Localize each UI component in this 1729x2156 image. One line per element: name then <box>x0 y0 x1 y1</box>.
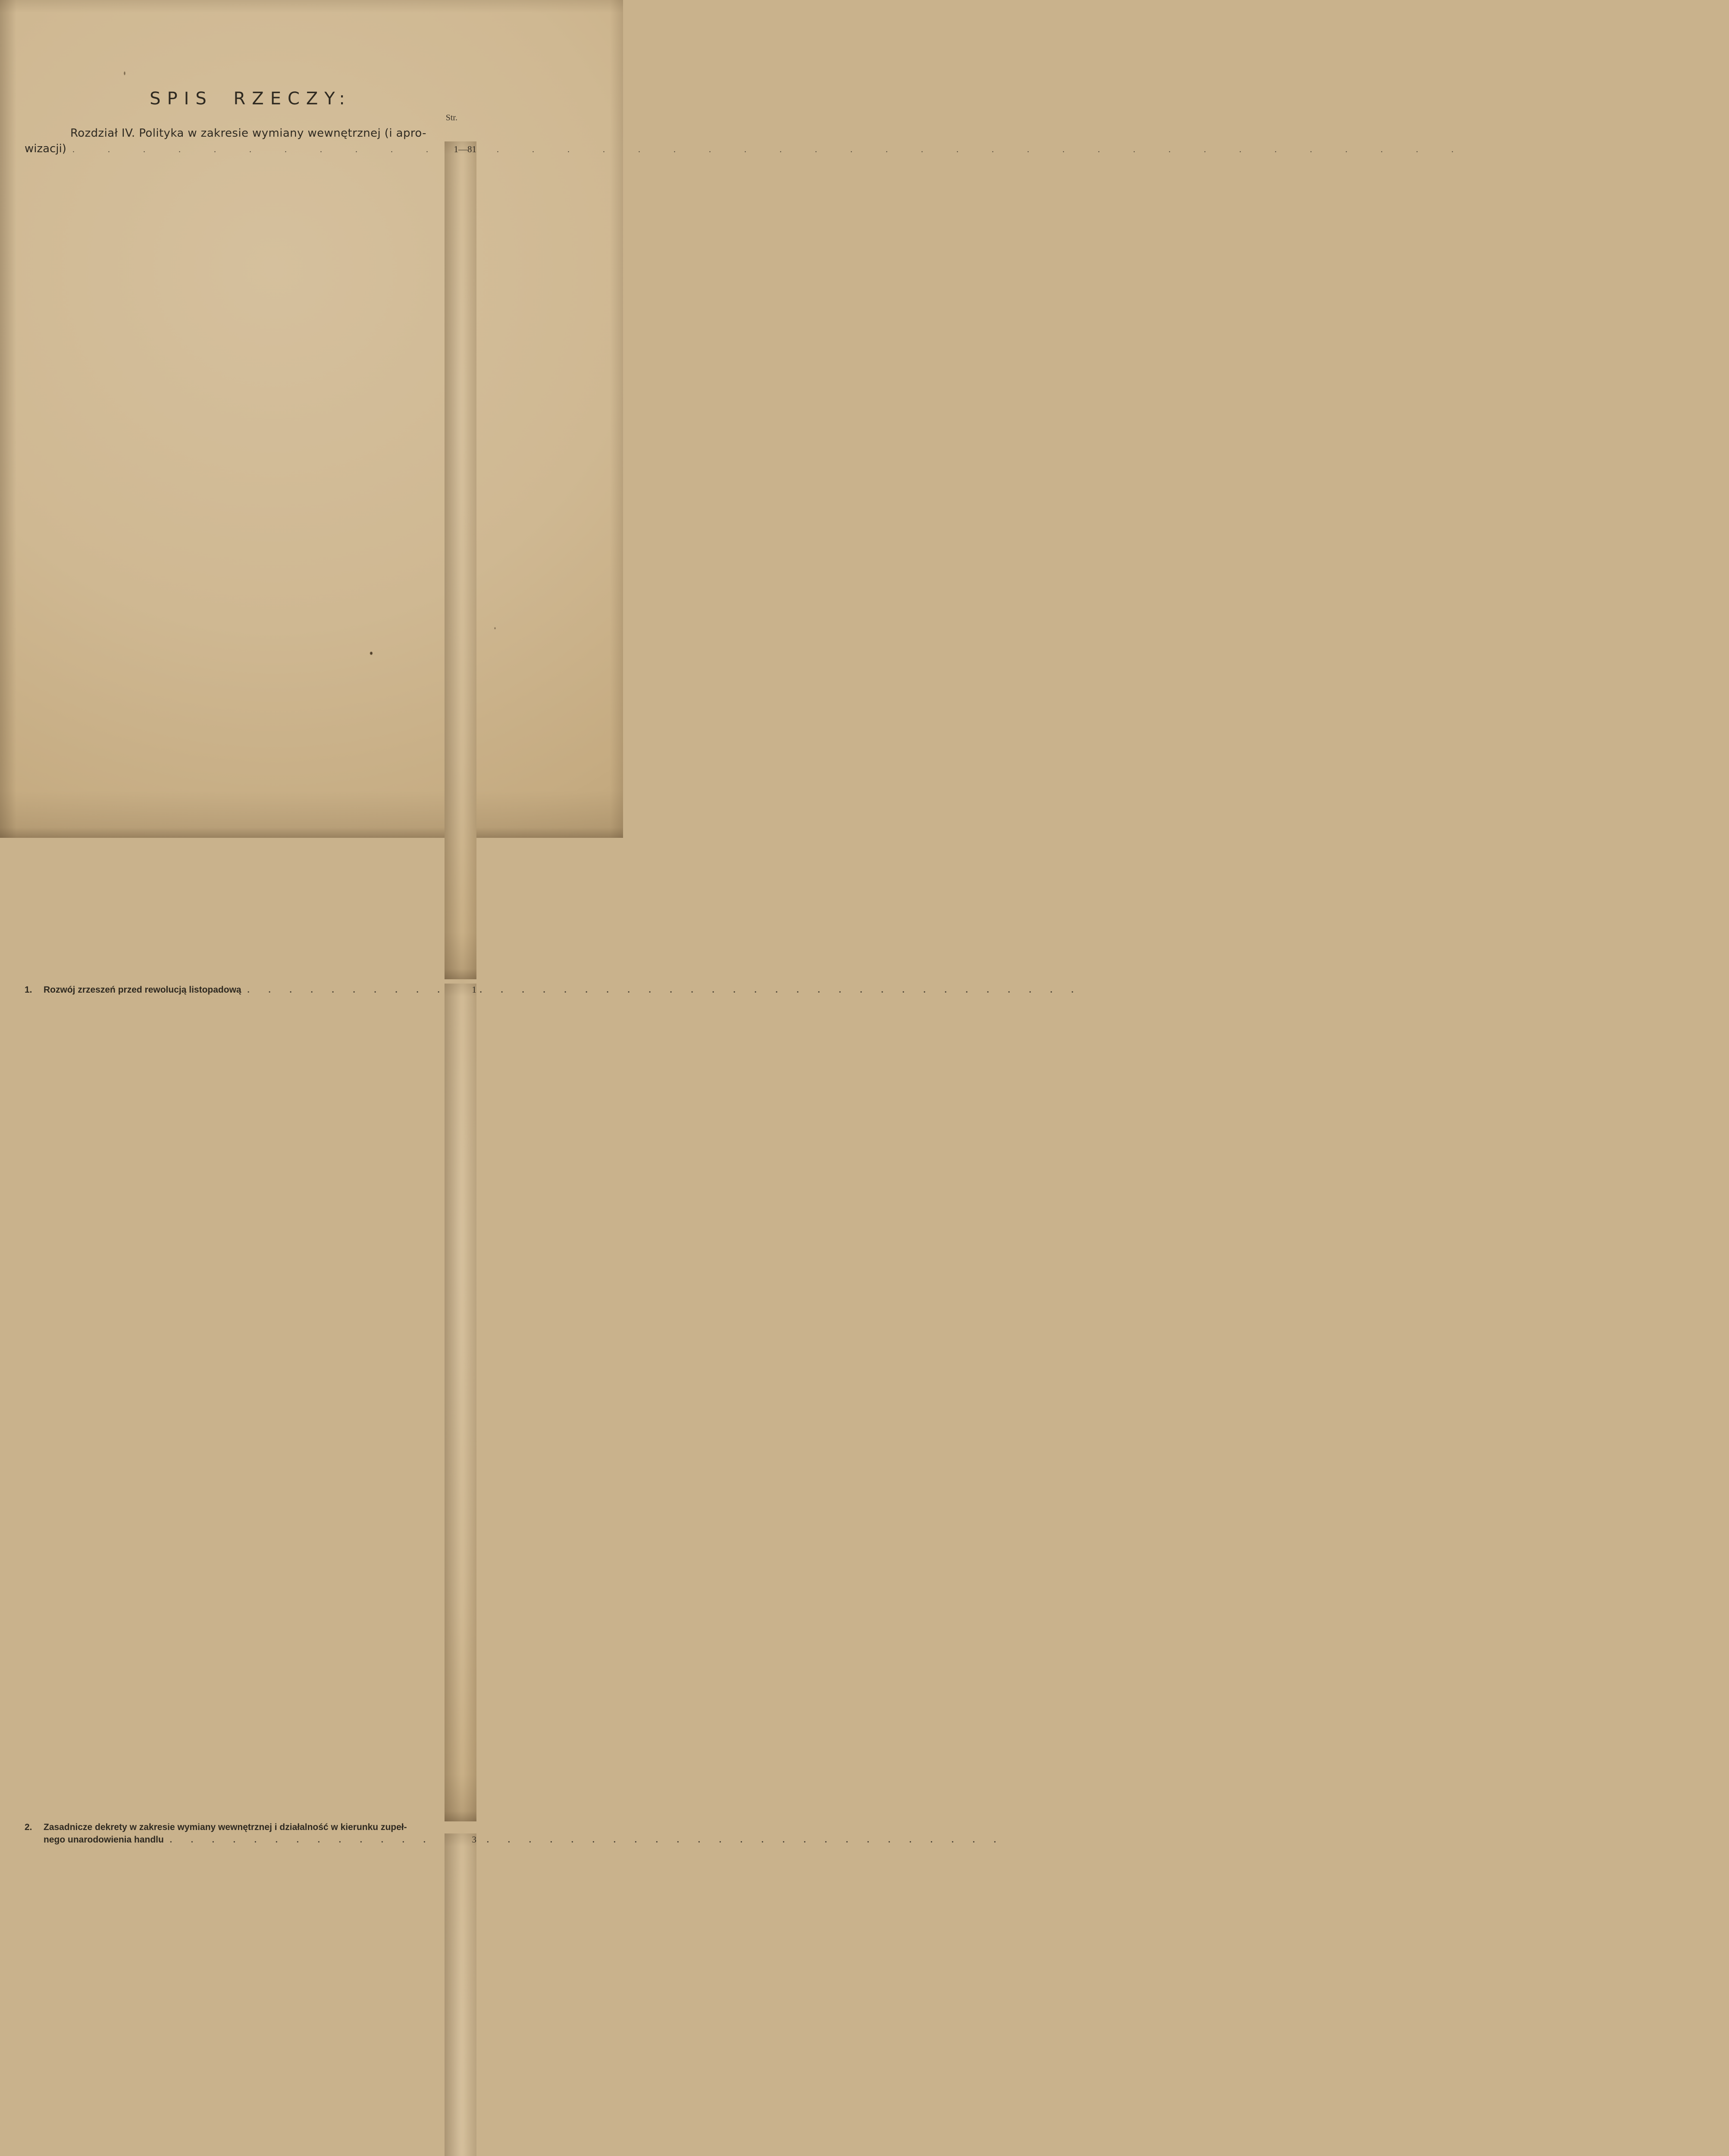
chapter <box>25 125 476 2156</box>
book-page <box>0 0 623 1845</box>
chapter-heading-continuation <box>25 141 476 979</box>
chapter-entries <box>25 984 476 2156</box>
entry-label: 1. <box>25 985 32 995</box>
entry-title-continued: nego unarodowienia handlu <box>44 1835 164 1845</box>
page-column-label: Str. <box>445 113 457 122</box>
chapter-heading-text2: wizacji) <box>25 142 66 155</box>
dot-leader <box>247 984 441 996</box>
page-content <box>25 0 476 2156</box>
entry-label: 2. <box>25 1822 32 1832</box>
toc-entry <box>25 984 476 1821</box>
dot-leader <box>72 142 441 157</box>
dot-leader <box>170 1834 441 1846</box>
entry-page-number: 1 <box>445 984 476 1821</box>
table-of-contents <box>25 125 476 2156</box>
entry-title: Rozwój zrzeszeń przed rewolucją listopadową <box>44 985 241 995</box>
page-title: SPIS RZECZY: <box>150 89 351 109</box>
entry-title: Zasadnicze dekrety w zakresie wymiany wewnętrznej i działalność w kierunku zupeł- <box>44 1822 407 1832</box>
entry-page-number: 3 <box>445 1833 476 2156</box>
chapter-page-range: 1—81 <box>445 141 476 979</box>
toc-entry <box>25 1821 476 1833</box>
chapter-heading <box>25 125 476 141</box>
chapter-heading-text: Rozdział IV. Polityka w zakresie wymiany wewnętrznej (i apro- <box>70 127 426 140</box>
toc-entry-continuation <box>25 1833 476 2156</box>
